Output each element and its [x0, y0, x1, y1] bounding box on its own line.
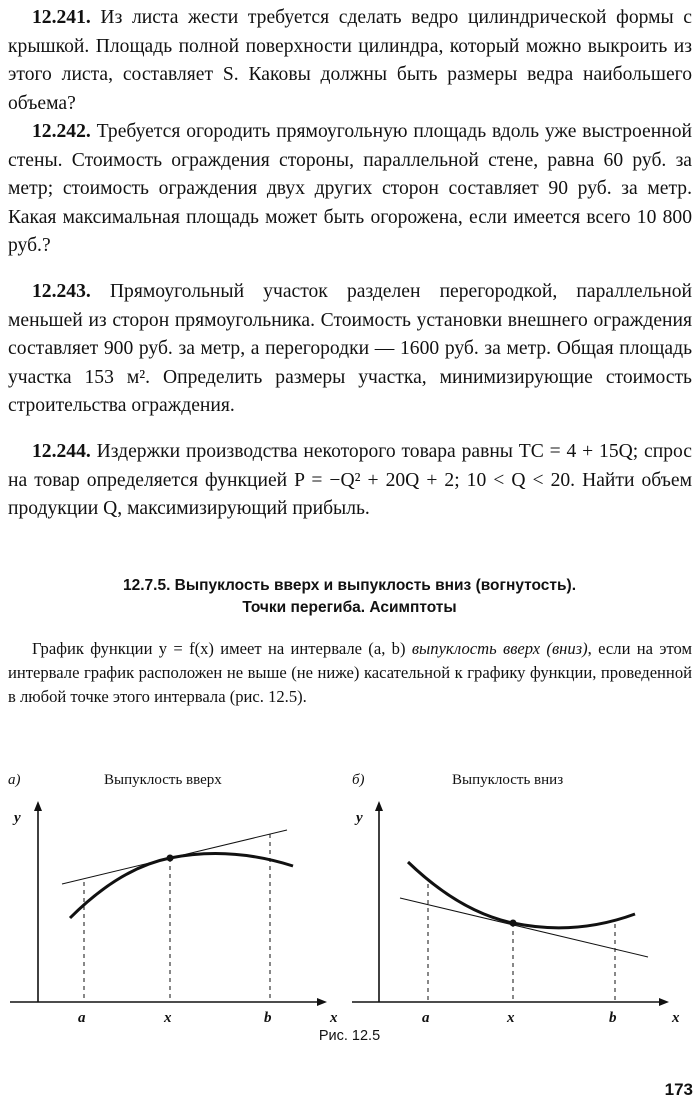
left-curve: [70, 854, 293, 919]
figure-caption: Рис. 12.5: [318, 1028, 381, 1044]
right-tick-x: x: [507, 1010, 515, 1026]
problem-text: Прямоугольный участок разделен перегородкой, параллельной меньшей из сторон прямоугольника. Стоимость установки внешнего ограждения составляет 900 руб. за метр, а перегородки — 1600 руб. за метр. Общая площадь участка 153 м². Определить размеры участка, минимизирующие стоимость строительства ограждения.: [8, 281, 692, 417]
definition-text-end: , если на этом интервале график расположен не выше (не ниже) касательной к графику функции, проведенной в любой точке этого интервала (рис. 12.5).: [8, 639, 692, 706]
right-x-label: x: [672, 1010, 680, 1026]
definition-term: выпуклость вверх (вниз): [411, 639, 588, 658]
problem-number: 12.241.: [32, 7, 91, 28]
graph-concave-up-panel: [10, 806, 322, 1002]
left-x-label: x: [330, 1010, 338, 1026]
page-number: 173: [664, 1080, 693, 1099]
section-heading-line2: Точки перегиба. Асимптоты: [242, 599, 457, 616]
problem-number: 12.243.: [32, 281, 91, 302]
problem-number: 12.244.: [32, 441, 91, 462]
left-y-label: y: [14, 810, 21, 826]
left-panel-title: Выпуклость вверх: [104, 772, 222, 788]
section-heading-line1: 12.7.5. Выпуклость вверх и выпуклость вниз (вогнутость).: [122, 577, 577, 594]
problem-text: Требуется огородить прямоугольную площадь вдоль уже выстроенной стены. Стоимость ограждения стороны, параллельной стене, равна 60 руб. за метр; стоимость ограждения двух других сторон составляет 90 руб. за метр. Какая максимальная площадь может быть огорожена, если имеется всего 10 800 руб.?: [8, 121, 692, 257]
problem-text: Из листа жести требуется сделать ведро цилиндрической формы с крышкой. Площадь полной поверхности цилиндра, который можно выкроить из этого листа, составляет S. Каковы должны быть размеры ведра наибольшего объема?: [8, 7, 692, 114]
graph-concave-down-panel: [352, 806, 664, 1002]
problem-text: Издержки производства некоторого товара равны TC = 4 + 15Q; спрос на товар определяется функцией P = −Q² + 20Q + 2; 10 < Q < 20. Найти объем продукции Q, максимизирующий прибыль.: [8, 441, 692, 520]
right-tangent-line: [400, 898, 648, 957]
left-tick-x: x: [164, 1010, 172, 1026]
right-panel-title: Выпуклость вниз: [452, 772, 564, 788]
right-panel-label: б): [352, 772, 365, 788]
left-panel-label: а): [8, 772, 21, 788]
definition-text-start: График функции y = f(x) имеет на интервале (a, b): [32, 639, 412, 658]
right-tick-b: b: [609, 1010, 617, 1026]
right-y-label: y: [356, 810, 363, 826]
problem-number: 12.242.: [32, 121, 91, 142]
right-tick-a: a: [422, 1010, 430, 1026]
right-curve: [408, 862, 635, 928]
left-tick-a: a: [78, 1010, 86, 1026]
left-tick-b: b: [264, 1010, 272, 1026]
